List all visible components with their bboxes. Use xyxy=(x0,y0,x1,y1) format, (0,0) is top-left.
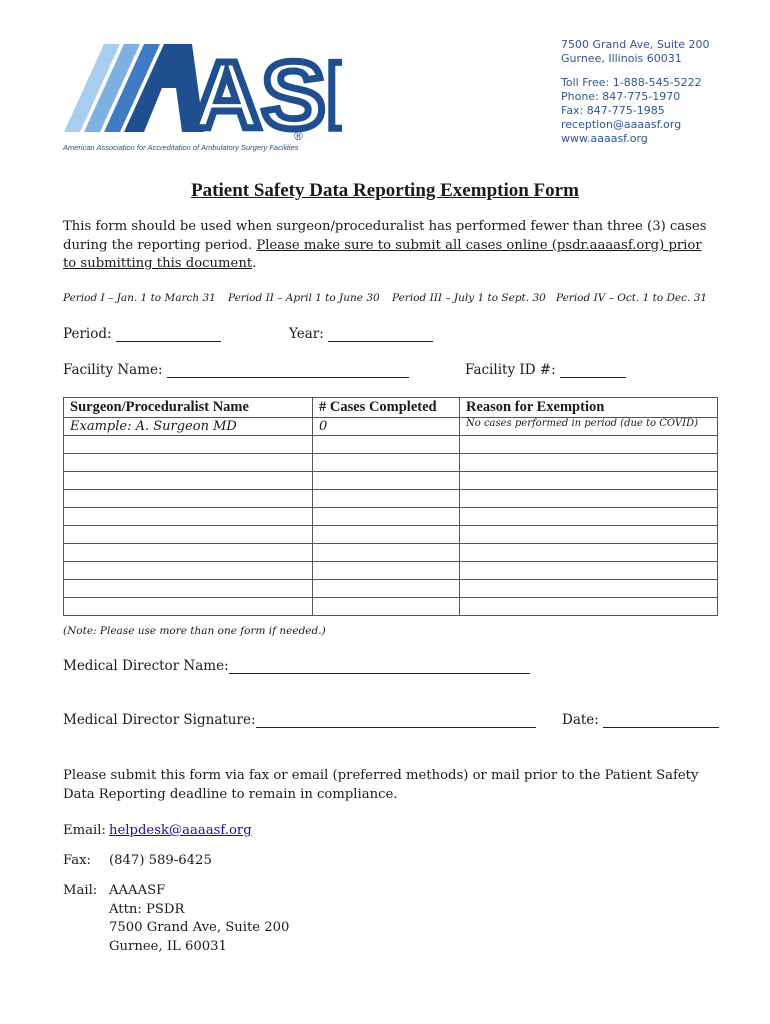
fax-label: Fax: xyxy=(63,853,91,868)
cell-reason[interactable] xyxy=(460,436,718,454)
medical-director-name-label: Medical Director Name: xyxy=(63,658,229,674)
cell-cases[interactable] xyxy=(313,544,460,562)
header-surgeon-name: Surgeon/Proceduralist Name xyxy=(64,398,313,418)
table-row[interactable] xyxy=(64,508,718,526)
cell-reason[interactable] xyxy=(460,490,718,508)
contact-fax: Fax: 847-775-1985 xyxy=(561,104,665,117)
period-field xyxy=(63,326,221,342)
mail-line-street: 7500 Grand Ave, Suite 200 xyxy=(109,920,290,935)
intro-end: . xyxy=(252,256,257,271)
cell-surgeon[interactable] xyxy=(64,508,313,526)
logo-caption: American Association for Accreditation of Ambulatory Surgery Facilities xyxy=(63,143,299,152)
year-input[interactable] xyxy=(328,327,433,342)
example-row xyxy=(64,418,718,436)
header-cases-completed: # Cases Completed xyxy=(313,398,460,418)
cell-cases[interactable] xyxy=(313,436,460,454)
intro-plain: This form should be used when surgeon/proceduralist has performed fewer than three (3) cases during the reporting period. xyxy=(63,219,707,253)
table-row[interactable] xyxy=(64,436,718,454)
medical-director-name-input[interactable] xyxy=(229,659,530,674)
date-label: Date: xyxy=(562,712,599,728)
medical-director-name-field xyxy=(63,658,530,674)
period-1: Period I – Jan. 1 to March 31 xyxy=(63,292,216,304)
contact-email[interactable]: reception@aaaasf.org xyxy=(561,118,682,131)
contact-address-line1: 7500 Grand Ave, Suite 200 xyxy=(561,38,710,51)
period-label: Period: xyxy=(63,326,112,342)
date-field xyxy=(562,712,719,728)
cell-reason[interactable] xyxy=(460,526,718,544)
cell-surgeon[interactable] xyxy=(64,526,313,544)
contact-toll-free: Toll Free: 1-888-545-5222 xyxy=(561,76,702,89)
header-reason: Reason for Exemption xyxy=(460,398,718,418)
contact-website[interactable]: www.aaaasf.org xyxy=(561,132,648,145)
fax-value: (847) 589-6425 xyxy=(109,853,212,868)
cell-surgeon[interactable] xyxy=(64,490,313,508)
cell-surgeon[interactable] xyxy=(64,454,313,472)
cell-cases[interactable] xyxy=(313,580,460,598)
mail-line-city: Gurnee, IL 60031 xyxy=(109,938,227,954)
table-row[interactable] xyxy=(64,562,718,580)
surgeon-table xyxy=(63,397,718,616)
contact-spacer xyxy=(561,66,709,76)
example-cases: 0 xyxy=(313,418,460,436)
email-link[interactable]: helpdesk@aaaasf.org xyxy=(109,823,252,838)
period-2: Period II – April 1 to June 30 xyxy=(228,292,380,304)
table-row[interactable] xyxy=(64,580,718,598)
cell-reason[interactable] xyxy=(460,472,718,490)
medical-director-signature-field xyxy=(63,712,536,728)
contact-block xyxy=(561,38,709,146)
example-reason: No cases performed in period (due to COVID) xyxy=(460,418,718,436)
contact-phone: Phone: 847-775-1970 xyxy=(561,90,681,103)
cell-cases[interactable] xyxy=(313,598,460,616)
facility-id-field xyxy=(465,362,626,378)
table-row[interactable] xyxy=(64,598,718,616)
medical-director-signature-input[interactable] xyxy=(256,713,536,728)
cell-reason[interactable] xyxy=(460,562,718,580)
medical-director-signature-label: Medical Director Signature: xyxy=(63,712,256,728)
cell-surgeon[interactable] xyxy=(64,580,313,598)
table-row[interactable] xyxy=(64,454,718,472)
email-label: Email: xyxy=(63,823,106,838)
logo-letters: AS xyxy=(192,42,326,149)
facility-id-label: Facility ID #: xyxy=(465,362,556,378)
facility-id-input[interactable] xyxy=(560,363,626,378)
mail-line-attn: Attn: PSDR xyxy=(109,901,185,917)
cell-reason[interactable] xyxy=(460,580,718,598)
cell-surgeon[interactable] xyxy=(64,472,313,490)
table-row[interactable] xyxy=(64,544,718,562)
intro-paragraph xyxy=(63,218,713,274)
cell-surgeon[interactable] xyxy=(64,562,313,580)
date-input[interactable] xyxy=(603,713,719,728)
example-surgeon: Example: A. Surgeon MD xyxy=(64,418,313,436)
cell-cases[interactable] xyxy=(313,490,460,508)
cell-reason[interactable] xyxy=(460,598,718,616)
period-input[interactable] xyxy=(116,327,221,342)
cell-reason[interactable] xyxy=(460,544,718,562)
year-label: Year: xyxy=(289,326,324,342)
table-row[interactable] xyxy=(64,526,718,544)
cell-reason[interactable] xyxy=(460,508,718,526)
table-row[interactable] xyxy=(64,490,718,508)
cell-reason[interactable] xyxy=(460,454,718,472)
form-title: Patient Safety Data Reporting Exemption Form xyxy=(191,180,579,201)
cell-surgeon[interactable] xyxy=(64,436,313,454)
cell-cases[interactable] xyxy=(313,526,460,544)
mail-line-org: AAAASF xyxy=(109,883,166,898)
cell-cases[interactable] xyxy=(313,472,460,490)
cell-surgeon[interactable] xyxy=(64,598,313,616)
contact-address-line2: Gurnee, Illinois 60031 xyxy=(561,52,682,65)
table-row[interactable] xyxy=(64,472,718,490)
cell-cases[interactable] xyxy=(313,454,460,472)
mail-address xyxy=(109,882,289,956)
mail-label: Mail: xyxy=(63,883,98,898)
submit-instructions: Please submit this form via fax or email (preferred methods) or mail prior to the Patient Safety Data Reporting deadline to remain in compliance. xyxy=(63,768,699,802)
facility-name-field xyxy=(63,362,409,378)
cell-cases[interactable] xyxy=(313,562,460,580)
facility-name-input[interactable] xyxy=(167,363,409,378)
table-header-row xyxy=(64,398,718,418)
cell-surgeon[interactable] xyxy=(64,544,313,562)
table-note: (Note: Please use more than one form if needed.) xyxy=(63,625,326,637)
registered-mark: ® xyxy=(294,129,303,143)
intro-underlined: Please make sure to submit all cases online (psdr.aaaasf.org) prior to submitting this document xyxy=(63,237,702,271)
facility-name-label: Facility Name: xyxy=(63,362,163,378)
period-4: Period IV – Oct. 1 to Dec. 31 xyxy=(556,292,708,304)
cell-cases[interactable] xyxy=(313,508,460,526)
period-3: Period III – July 1 to Sept. 30 xyxy=(392,292,546,304)
year-field xyxy=(289,326,433,342)
